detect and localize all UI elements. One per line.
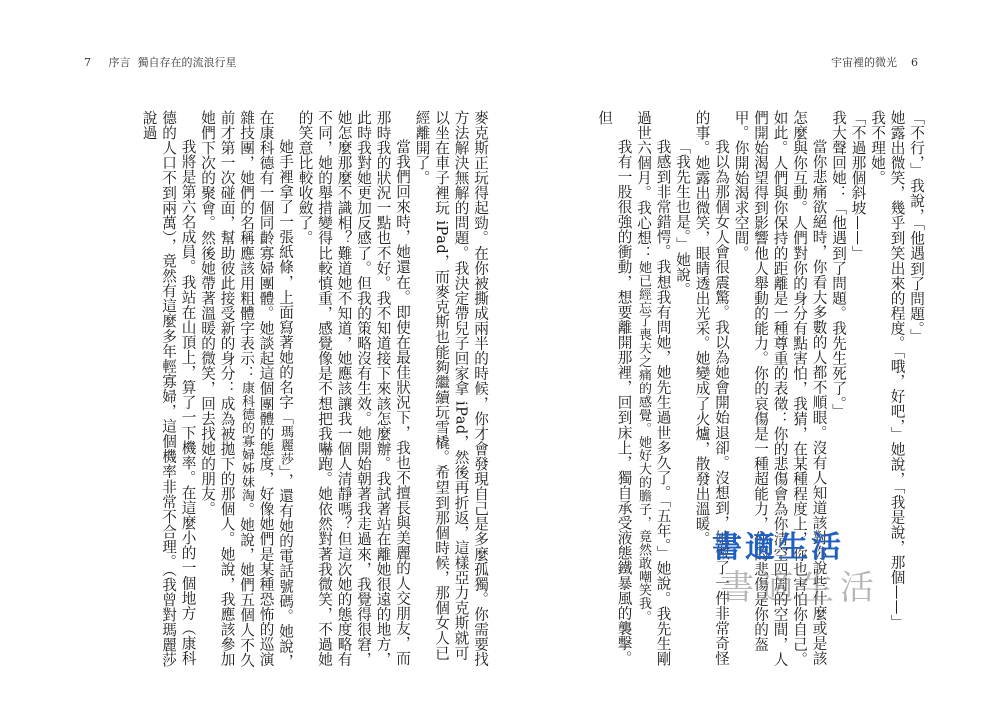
paragraph: 當你悲痛欲絕時，你看大多數的人都不順眼。沒有人知道該對你說些什麼或是該怎麼與你互動。人們對你的身分有點害怕，我猜，在某種程度上，你也害怕你自己。如此。人們與你保持的距離是一種尊重的表徵：你的悲傷會為你清空四周的空間，人們開始渴望得到影響他人舉動的能力。你的哀傷是一種超能力，你的悲傷是你的盔甲。你開始渴求空間。 bbox=[732, 110, 828, 667]
paragraph: 她露出微笑，幾乎到笑出來的程度。「哦，好吧，」她說，「我是說，那個——」 bbox=[888, 110, 906, 630]
emphasized-name: 瑪麗莎 bbox=[278, 425, 293, 466]
paragraph: 麥克斯正玩得起勁。在你被撕成兩半的時候，你才會發現自己是多麼孤獨。你需要找方法解決無解的問題。我決定帶兒子回家拿 iPad，然後再折返，這樣亞力克斯就可以坐在車子裡玩 iPad，而麥克斯也能夠繼續玩雪橇。希望到那個時候，那個女人已經離開了。 bbox=[413, 110, 489, 667]
right-page-text bbox=[598, 110, 926, 670]
paragraph: 「不過那個斜坡——」 bbox=[849, 110, 867, 261]
left-chapter-title: 獨自存在的流浪行星 bbox=[137, 56, 237, 69]
paragraph: 我不理她。 bbox=[869, 110, 886, 186]
left-running-header bbox=[84, 54, 237, 70]
paragraph-text: 」，還有她的電話號碼。她說，在康科德有一個同齡寡婦團體。她談起這個團體的態度，好像她們是某種恐怖的巡演雜技團，她們的名稱應該用粗體字表示： bbox=[238, 110, 294, 669]
paragraph-text: 。她說，她們五個人不久前才第一次碰面，幫助彼此接受新的身分：成為被拋下的那個人。她說，我應該參加她們下次的聚會。然後她帶著溫暖的微笑，回去找她的朋友。 bbox=[199, 110, 255, 668]
paragraph bbox=[198, 110, 296, 670]
paragraph: 我將是第六名成員。我站在山頂上，算了一下機率。在這麼小的一個地方（康科德的人口不到兩萬），竟然有這麼多年輕寡婦，這個機率非常不合理。（我曾對瑪麗莎說過 bbox=[140, 110, 197, 668]
left-chapter-label: 序言 bbox=[108, 56, 131, 69]
paragraph bbox=[634, 110, 673, 670]
paragraph: 我大聲回她：「他遇到了問題。我先生死了。」 bbox=[830, 110, 847, 419]
paragraph: 「我先生也是。」她說。 bbox=[674, 139, 691, 298]
paragraph-text: 她手裡拿了一張紙條，上面寫著她的名字「 bbox=[277, 139, 294, 426]
right-running-header bbox=[831, 54, 918, 70]
right-page-number: 6 bbox=[911, 56, 918, 69]
paragraph: 當我們回來時，她還在。即使在最佳狀況下，我也不擅長與美麗的人交朋友，而那時我的狀況一點也不好。我不知道接下來該怎麼辦。我試著站在離她很遠的地方，此時我對她更加反感了。但我的策略沒有生效。她開始朝著我走過來，我覺得很窘，她怎麼那麼不識相？難道她不知道，她應該讓我一個人清靜嗎？但這次她的態度略有不同，她的舉措變得比較慎重，感覺像是不想把我嚇跑。她依然對著我微笑，不過她的笑意比較收斂了。 bbox=[296, 110, 411, 667]
paragraph-text: 我感到非常錯愕。我想我有問她，她先生過世多久了。「五年。」她說。我先生剛過世六個月。我心想： bbox=[635, 110, 672, 667]
emphasized-group-name: 康科德的寡婦姊妹淘 bbox=[239, 380, 254, 502]
watermark-text-blue: 書適生活 bbox=[712, 530, 844, 565]
italic-thought: 她已經忘了喪夫之痛的感覺。她好大的膽子，竟然敢嘲笑我。 bbox=[636, 260, 651, 624]
watermark-text-gray: 書適生活 bbox=[720, 568, 880, 608]
paragraph: 我有一股很強的衝動，想要離開那裡，回到床上，獨自承受液態鐵暴風的襲擊。但 bbox=[596, 110, 633, 666]
left-page-text bbox=[82, 110, 490, 670]
right-book-title: 宇宙裡的微光 bbox=[831, 56, 897, 69]
paragraph: 我以為那個女人會很震驚。我以為她會開始退卻。沒想到，她做了一件非常奇怪的事。她露出微笑，眼睛透出光采。她變成了火爐，散發出溫暖。 bbox=[693, 110, 730, 666]
left-page-number: 7 bbox=[84, 56, 91, 69]
paragraph: 「不行，」我說，「他遇到了問題。」 bbox=[908, 110, 925, 344]
